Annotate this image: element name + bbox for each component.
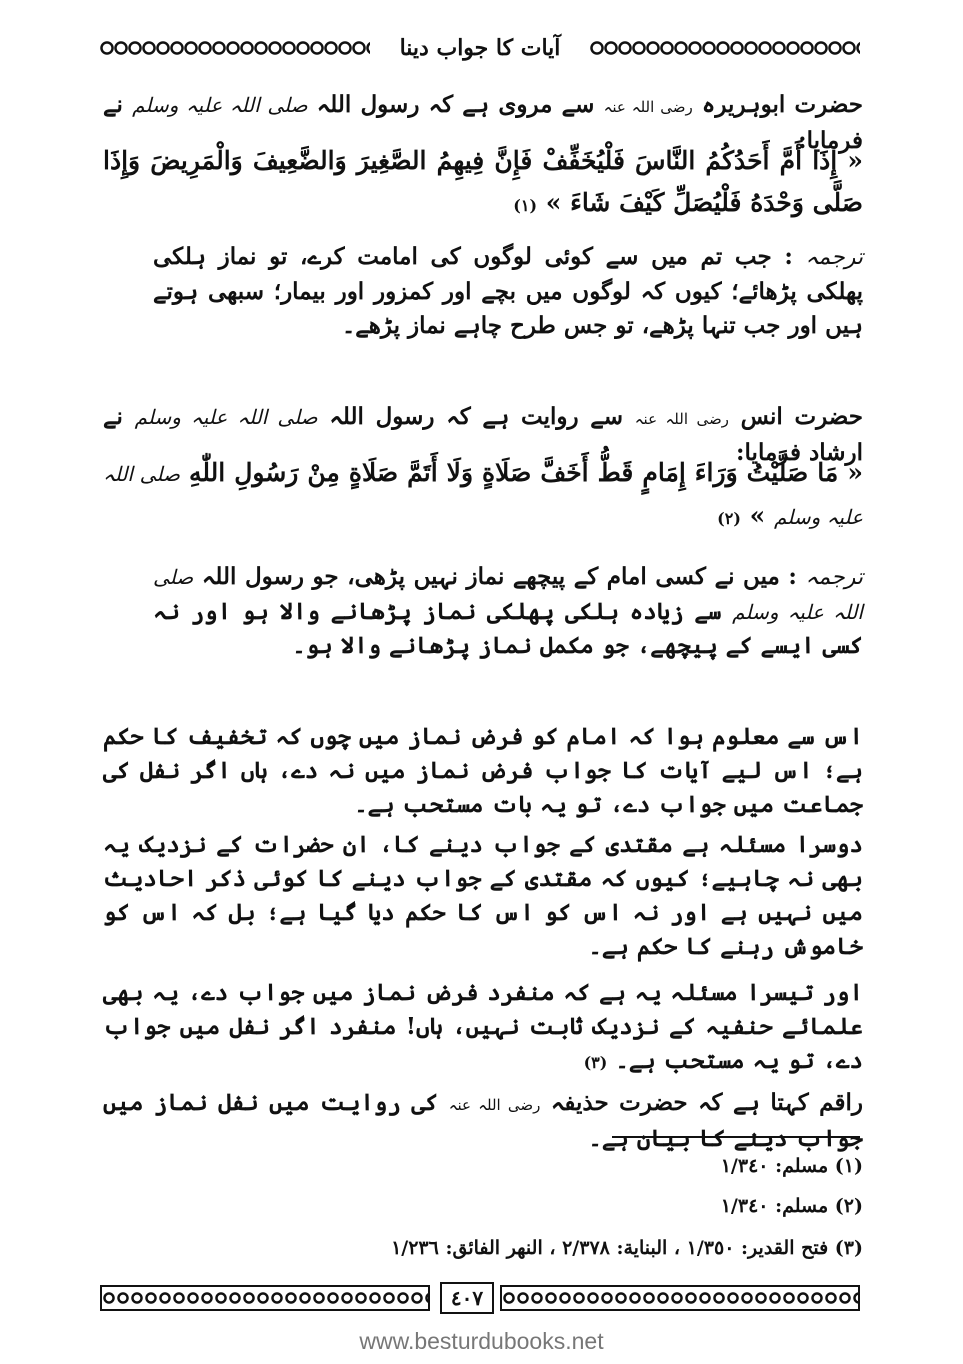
- footnote-ref: (٣): [583, 1053, 608, 1072]
- footnote-ref: (١): [513, 196, 538, 215]
- hadith-arabic-end: »: [749, 501, 766, 530]
- paragraph-text: دوسرا مسئلہ ہے مقتدی کے جواب دینے کا، ان حضرات کے نزدیک یہ بھی نہ چاہیے؛ کیوں کہ مقتدی کے جواب دینے کا کوئی ذکر احادیث میں نہیں ہے اور نہ اس کو اس کا حکم دیا گیا ہے؛ بل کہ اس کو خاموش رہنے کا حکم ہے۔: [103, 831, 863, 960]
- intro-text: حضرت ابوہریرہ: [701, 91, 863, 118]
- translation-1: [153, 240, 863, 343]
- header-ornament-right: [590, 38, 860, 58]
- footnote-separator: [612, 1136, 860, 1138]
- ruling-paragraph-2: [103, 828, 863, 964]
- salawat-mark: صلی اللہ علیہ وسلم: [103, 462, 863, 529]
- footnote-3: (٣) فتح القدير: ١/٣٥٠ ، البناية: ٢/٣٧٨ ، النهر الفائق: ١/٢٣٦: [391, 1237, 863, 1259]
- translation-label: ترجمہ: [805, 245, 863, 270]
- intro-text-end: نے ارشاد فرمایا:: [103, 403, 863, 466]
- intro-text-mid: سے مروی ہے کہ رسول اللہ: [316, 91, 595, 118]
- hadith-arabic: « مَا صَلَّيْتُ وَرَاءَ إِمَامٍ قَطُّ أَخَفَّ صَلَاةٍ وَلَا أَتَمَّ صَلَاةٍ مِنْ رَسُولِ اللّٰهِ: [188, 458, 863, 487]
- translation-text: : میں نے کسی امام کے پیچھے نماز نہیں پڑھی، جو رسول اللہ: [201, 563, 797, 590]
- hadith-text-2: [103, 452, 863, 540]
- honorific-mark: رضی اللہ عنہ: [634, 410, 729, 428]
- page-footer: [100, 1282, 860, 1316]
- salawat-mark: صلی اللہ علیہ وسلم: [134, 405, 318, 429]
- ruling-paragraph-3: [103, 976, 863, 1080]
- header-ornament-left: [100, 38, 370, 58]
- footnote-2: (٢) مسلم: ١/٣٤٠: [720, 1195, 863, 1217]
- paragraph-text: اس سے معلوم ہوا کہ امام کو فرض نماز میں چوں کہ تخفیف کا حکم ہے؛ اس لیے آیات کا جواب فرض نماز میں نہ دے، ہاں اگر نفل کی جماعت میں جواب دے، تو یہ بات مستحب ہے۔: [103, 723, 863, 818]
- page-number: ٤٠٧: [440, 1282, 494, 1314]
- footnote-ref: (٢): [717, 509, 741, 528]
- author-remark: [103, 1086, 863, 1156]
- ruling-paragraph-1: [103, 720, 863, 822]
- hadith-arabic: « إِذَا أَمَّ أَحَدُكُمُ النَّاسَ فَلْيُخَفِّفْ فَإِنَّ فِيهِمُ الصَّغِيرَ وَالضَّعِيفَ وَالْمَرِيضَ وَإِذَا صَلَّى وَحْدَهُ فَلْيُصَلِّ كَيْفَ شَاءَ »: [103, 146, 864, 217]
- website-watermark: www.besturdubooks.net: [359, 1328, 604, 1354]
- footnote-1: (١) مسلم: ١/٣٤٠: [720, 1155, 863, 1177]
- translation-text-cont: سے زیادہ ہلکی پھلکی نماز پڑھانے والا ہو اور نہ کسی ایسے کے پیچھے، جو مکمل نماز پڑھانے والا ہو۔: [153, 598, 863, 659]
- honorific-mark: رضی اللہ عنہ: [603, 98, 693, 116]
- intro-text-end: کی روایت میں نفل نماز میں جواب دینے کا بیان ہے۔: [103, 1089, 863, 1152]
- intro-text: راقم کہتا ہے کہ حضرت حذیفہ: [550, 1089, 863, 1116]
- salawat-mark: صلی اللہ علیہ وسلم: [132, 93, 308, 117]
- intro-text-mid: سے روایت ہے کہ رسول اللہ: [329, 403, 624, 430]
- translation-2: [153, 560, 863, 663]
- translation-text: : جب تم میں سے کوئی لوگوں کی امامت کرے، تو نماز ہلکی پھلکی پڑھائے؛ کیوں کہ لوگوں میں بچے اور کمزور اور بیمار؛ سبھی ہوتے ہیں اور جب تنہا پڑھے، تو جس طرح چاہے نماز پڑھے۔: [153, 243, 863, 339]
- translation-label: ترجمہ: [805, 565, 863, 590]
- running-title: آیات کا جواب دینا: [399, 35, 561, 61]
- intro-text: حضرت انس: [740, 403, 863, 430]
- honorific-mark: رضی اللہ عنہ: [448, 1096, 541, 1114]
- page-header: [100, 30, 860, 66]
- intro-text-end: نے فرمایا:: [103, 91, 863, 154]
- salawat-mark: صلی اللہ علیہ وسلم: [153, 565, 863, 624]
- paragraph-text: اور تیسرا مسئلہ یہ ہے کہ منفرد فرض نماز میں جواب دے، یہ بھی علمائے حنفیہ کے نزدیک ثابت نہیں، ہاں! منفرد اگر نفل میں جواب دے، تو یہ مستحب ہے۔: [103, 979, 863, 1074]
- footer-ornament-left: [100, 1285, 430, 1311]
- footer-ornament-right: [500, 1285, 860, 1311]
- hadith-text-1: [103, 140, 863, 227]
